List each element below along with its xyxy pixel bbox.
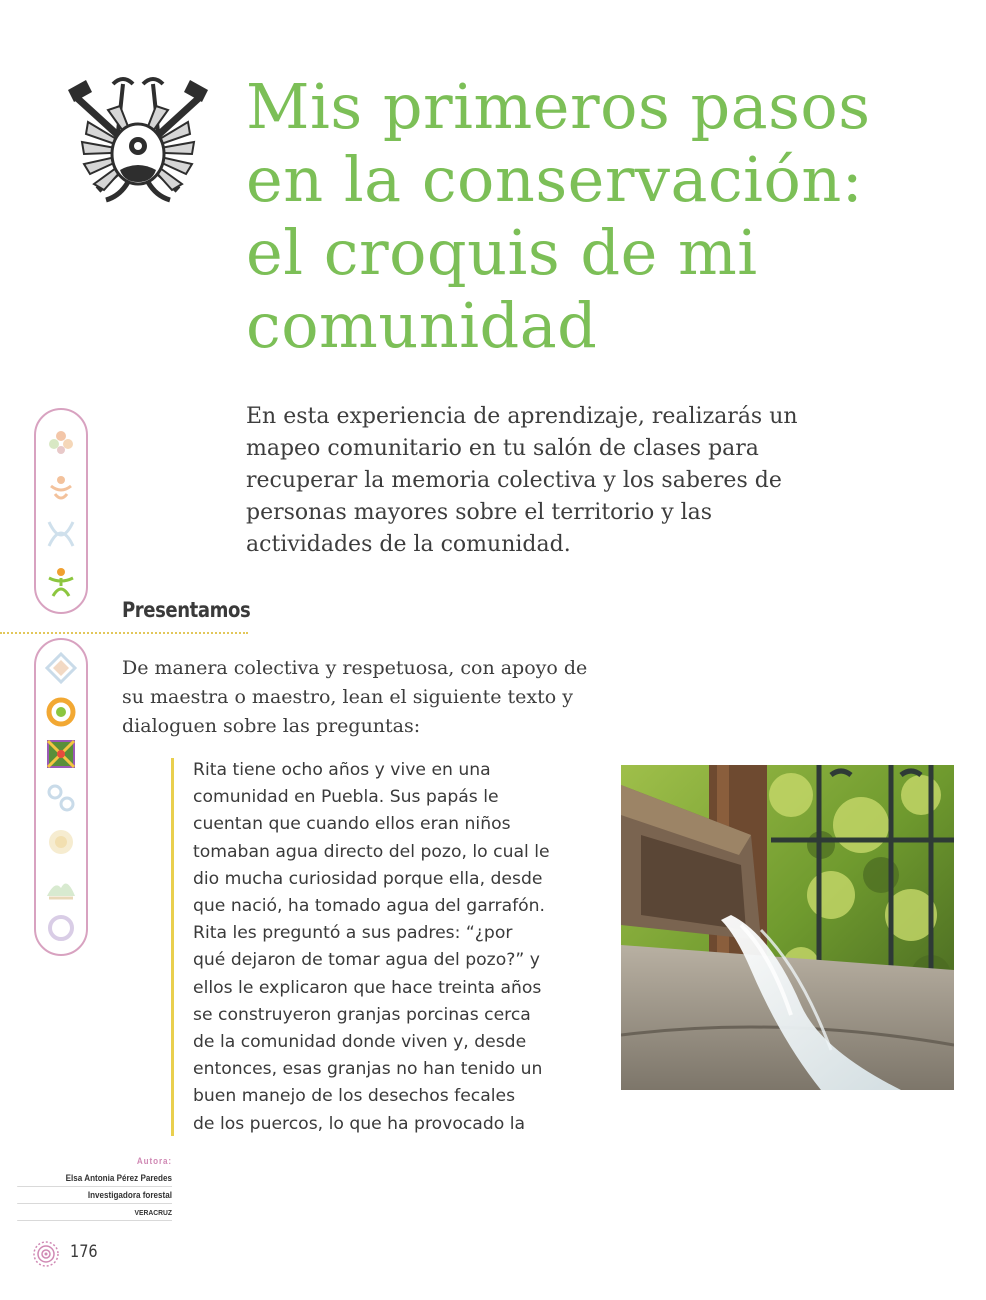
author-credits xyxy=(0,1153,172,1221)
title-line-2: en la conservación: xyxy=(246,143,864,216)
story-line: Rita les preguntó a sus padres: “¿por xyxy=(193,923,513,944)
section-heading: Presentamos xyxy=(122,598,251,622)
story-line: tomaban agua directo del pozo, lo cual le xyxy=(193,841,550,862)
story-line: de la comunidad donde viven y, desde xyxy=(193,1032,527,1053)
lead-paragraph: De manera colectiva y respetuosa, con apoyo de su maestra o maestro, lean el siguiente texto y dialoguen sobre las preguntas: xyxy=(122,657,588,737)
story-line: que nació, ha tomado agua del garrafón. xyxy=(193,896,546,917)
square-x-icon xyxy=(45,738,77,770)
sun-icon xyxy=(45,826,77,858)
story-line: entonces, esas granjas no han tenido un xyxy=(193,1059,543,1080)
person-leaf-icon xyxy=(45,566,77,598)
ring-icon xyxy=(45,696,77,728)
mask-emblem-icon xyxy=(58,72,218,212)
circle-icon xyxy=(45,912,77,944)
arch-icon xyxy=(45,518,77,550)
author-name: Elsa Antonia Pérez Paredes xyxy=(17,1170,172,1187)
story-line: qué dejaron de tomar agua del pozo?” y xyxy=(193,950,540,971)
figure-icon xyxy=(45,472,77,504)
hills-icon xyxy=(45,870,77,902)
story-line: cuentan que cuando ellos eran niños xyxy=(193,814,511,835)
story-line: comunidad en Puebla. Sus papás le xyxy=(193,787,499,808)
story-text xyxy=(193,757,613,1138)
title-line-1: Mis primeros pasos xyxy=(246,70,871,143)
side-icon-strip-bottom xyxy=(34,638,88,956)
title-line-4: comunidad xyxy=(246,289,598,362)
story-line: ellos le explicaron que hace treinta años xyxy=(193,977,542,998)
water-spout-photo xyxy=(621,765,954,1090)
diamond-icon xyxy=(45,652,77,684)
story-line: Rita tiene ocho años y vive en una xyxy=(193,760,491,780)
author-role: Investigadora forestal xyxy=(17,1187,172,1204)
story-line: dio mucha curiosidad porque ella, desde xyxy=(193,868,543,889)
rosette-icon xyxy=(32,1240,60,1268)
story-line: de los puercos, lo que ha provocado la xyxy=(193,1113,526,1134)
flower-icon xyxy=(45,426,77,458)
page-number: 176 xyxy=(70,1242,98,1262)
side-icon-strip-top xyxy=(34,408,88,614)
section-divider xyxy=(0,632,248,634)
author-label: Autora: xyxy=(136,1156,172,1166)
author-state: VERACRUZ xyxy=(17,1204,172,1221)
title-line-3: el croquis de mi xyxy=(246,216,758,289)
page-title xyxy=(246,70,946,362)
story-line: se construyeron granjas porcinas cerca xyxy=(193,1004,531,1025)
quote-bar xyxy=(171,758,174,1136)
story-line: buen manejo de los desechos fecales xyxy=(193,1086,516,1107)
intro-paragraph: En esta experiencia de aprendizaje, realizarás un mapeo comunitario en tu salón de clases para recuperar la memoria colectiva y los saberes de personas mayores sobre el territorio y las actividades de la comunidad. xyxy=(246,404,798,557)
chain-icon xyxy=(45,782,77,814)
